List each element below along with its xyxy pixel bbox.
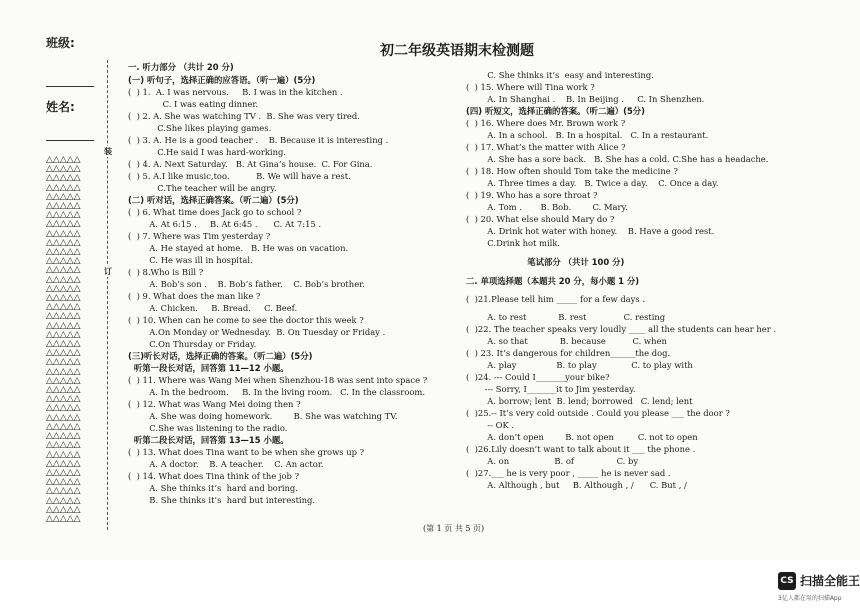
question-line: ( )26.Lily doesn’t want to talk about it ___ the phone . xyxy=(466,444,696,454)
question-line: ( ) 4. A. Next Saturday. B. At Gina’s house. C. For Gina. xyxy=(128,159,373,169)
class-underline xyxy=(46,86,94,87)
question-line: B. She thinks it’s hard but interesting. xyxy=(128,495,316,505)
right-column xyxy=(466,69,776,491)
left-column xyxy=(128,60,427,506)
question-line: A. Drink hot water with honey. B. Have a good rest. xyxy=(466,226,715,236)
section-heading: 笔试部分 （共计 100 分) xyxy=(466,257,625,267)
name-underline xyxy=(46,140,94,141)
page-footer: (第 1 页 共 5 页) xyxy=(423,524,485,533)
question-line: ( ) 17. What’s the matter with Alice ? xyxy=(466,142,626,152)
question-line: ( ) 23. It’s dangerous for children______the dog. xyxy=(466,348,671,358)
binding-dashed-line xyxy=(107,60,108,530)
question-line: A. so that B. because C. when xyxy=(466,336,667,346)
question-line: A. Although , but B. Although , / C. But , / xyxy=(466,480,687,490)
question-line: A. A doctor. B. A teacher. C. An actor. xyxy=(128,459,324,469)
question-line: ( ) 5. A.I like music,too. B. We will have a rest. xyxy=(128,171,351,181)
question-line: ( ) 16. Where does Mr. Brown work ? xyxy=(466,118,626,128)
camscanner-name: 扫描全能王 xyxy=(800,574,860,588)
subsection-heading: 二. 单项选择题（本题共 20 分，每小题 1 分) xyxy=(466,276,640,286)
question-line: A. on B. of C. by xyxy=(466,456,639,466)
subsection-heading: (四) 听短文，选择正确的答案。（听二遍）(5分) xyxy=(466,106,645,116)
question-line: ( ) 15. Where will Tina work ? xyxy=(466,82,595,92)
question-line: ( ) 2. A. She was watching TV . B. She was very tired. xyxy=(128,111,360,121)
question-line: ( ) 13. What does Tina want to be when she grows up ? xyxy=(128,447,365,457)
question-line: ( ) 14. What does Tina think of the job ? xyxy=(128,471,300,481)
question-line: A. He stayed at home. B. He was on vacation. xyxy=(128,243,349,253)
question-line: ( ) 9. What does the man like ? xyxy=(128,291,261,301)
question-line: C. He was ill in hospital. xyxy=(128,255,253,265)
name-label: 姓名: xyxy=(46,100,75,114)
subsection-heading: 听第二段长对话，回答第 13—15 小题。 xyxy=(128,435,289,445)
question-line: ( ) 19. Who has a sore throat ? xyxy=(466,190,598,200)
question-line: ( ) 11. Where was Wang Mei when Shenzhou-18 was sent into space ? xyxy=(128,375,428,385)
question-line: C.Drink hot milk. xyxy=(466,238,561,248)
question-line: ( ) 10. When can he come to see the doctor this week ? xyxy=(128,315,364,325)
question-line: C. I was eating dinner. xyxy=(128,99,259,109)
question-line: ( ) 12. What was Wang Mei doing then ? xyxy=(128,399,301,409)
subsection-heading: 听第一段长对话，回答第 11—12 小题。 xyxy=(128,363,289,373)
question-line: A. Three times a day. B. Twice a day. C. Once a day. xyxy=(466,178,719,188)
question-line: A. Bob’s son . B. Bob’s father. C. Bob’s brother. xyxy=(128,279,365,289)
question-line: A. In a school. B. In a hospital. C. In a restaurant. xyxy=(466,130,709,140)
question-line: ( ) 6. What time does Jack go to school ? xyxy=(128,207,302,217)
question-line: ( ) 20. What else should Mary do ? xyxy=(466,214,615,224)
question-line: A. borrow; lent B. lend; borrowed C. lend; lent xyxy=(466,396,693,406)
question-line: ( )27.___ he is very poor , _____ he is never sad . xyxy=(466,468,671,478)
exam-title: 初二年级英语期末检测题 xyxy=(380,43,534,59)
question-line: A. At 6:15 . B. At 6:45 . C. At 7:15 . xyxy=(128,219,322,229)
triangle-pattern: △△△△△ △△△△△ △△△△△ △△△△△ △△△△△ △△△△△ △△△△△ △△△△△ △△△△△ △△△△△ △△△△△ △△△△△ △△△△△ △△△△△ △△△△△ △△△△△ △△△△△ △△△△△ △△△△△ △△△△△ △△△△△ △△△△△ △△△△△ △△△△△ △△△△△ △△△△△ △△△△△ △△△△△ △△△△△ △△△△△ △△△△△ △△△△△ △△△△△ △△△△△ △△△△△ △△△△△ △△△△△ △△△△△ △△△△△ △△△△△ xyxy=(46,155,81,524)
binding-char-zhuang: 装 xyxy=(104,146,112,156)
question-line: A. She thinks it’s hard and boring. xyxy=(128,483,298,493)
question-line: A. Chicken. B. Bread. C. Beef. xyxy=(128,303,298,313)
question-line: ( ) 3. A. He is a good teacher . B. Because it is interesting . xyxy=(128,135,389,145)
question-line: A. She has a sore back. B. She has a cold. C.She has a headache. xyxy=(466,154,769,164)
question-line: C.He said I was hard-working. xyxy=(128,147,287,157)
question-line: ( )25.-- It’s very cold outside . Could you please ___ the door ? xyxy=(466,408,730,418)
question-line: ( ) 1. A. I was nervous. B. I was in the kitchen . xyxy=(128,87,343,97)
question-line: A.On Monday or Wednesday. B. On Tuesday or Friday . xyxy=(128,327,386,337)
question-line: ( ) 7. Where was Tim yesterday ? xyxy=(128,231,271,241)
section-heading: 一. 听力部分 （共计 20 分) xyxy=(128,62,234,72)
question-line: C.She likes playing games. xyxy=(128,123,272,133)
subsection-heading: (二) 听对话，选择正确答案。（听二遍）(5分) xyxy=(128,195,299,205)
binding-char-ding: 订 xyxy=(104,266,112,276)
question-line: A. She was doing homework. B. She was watching TV. xyxy=(128,411,398,421)
camscanner-tagline: 3亿人都在用的扫描App xyxy=(778,595,842,602)
question-line: C. She thinks it’s easy and interesting. xyxy=(466,70,654,80)
question-line: --- Sorry, I_______it to Jim yesterday. xyxy=(466,384,636,394)
question-line: ( ) 18. How often should Tom take the medicine ? xyxy=(466,166,678,176)
question-line: A. In the bedroom. B. In the living room. C. In the classroom. xyxy=(128,387,426,397)
question-line: A. don’t open B. not open C. not to open xyxy=(466,432,698,442)
question-line: C.On Thursday or Friday. xyxy=(128,339,257,349)
class-label: 班级: xyxy=(46,36,75,50)
question-line: ( )21.Please tell him _____ for a few days . xyxy=(466,294,646,304)
question-line: ( )24. --- Could I_______your bike? xyxy=(466,372,610,382)
subsection-heading: (一) 听句子，选择正确的应答语。（听一遍）(5分) xyxy=(128,75,316,85)
question-line: A. play B. to play C. to play with xyxy=(466,360,693,370)
question-line: C.The teacher will be angry. xyxy=(128,183,277,193)
subsection-heading: (三)听长对话，选择正确的答案。（听二遍）(5分) xyxy=(128,351,313,361)
question-line: ( )22. The teacher speaks very loudly ____ all the students can hear her . xyxy=(466,324,777,334)
question-line: ( ) 8.Who is Bill ? xyxy=(128,267,204,277)
question-line: A. to rest B. rest C. resting xyxy=(466,312,666,322)
question-line: A. Tom . B. Bob. C. Mary. xyxy=(466,202,628,212)
question-line: A. In Shanghai . B. In Beijing . C. In Shenzhen. xyxy=(466,94,705,104)
question-line: C.She was listening to the radio. xyxy=(128,423,288,433)
question-line: -- OK . xyxy=(466,420,515,430)
camscanner-logo: CS xyxy=(778,572,796,590)
